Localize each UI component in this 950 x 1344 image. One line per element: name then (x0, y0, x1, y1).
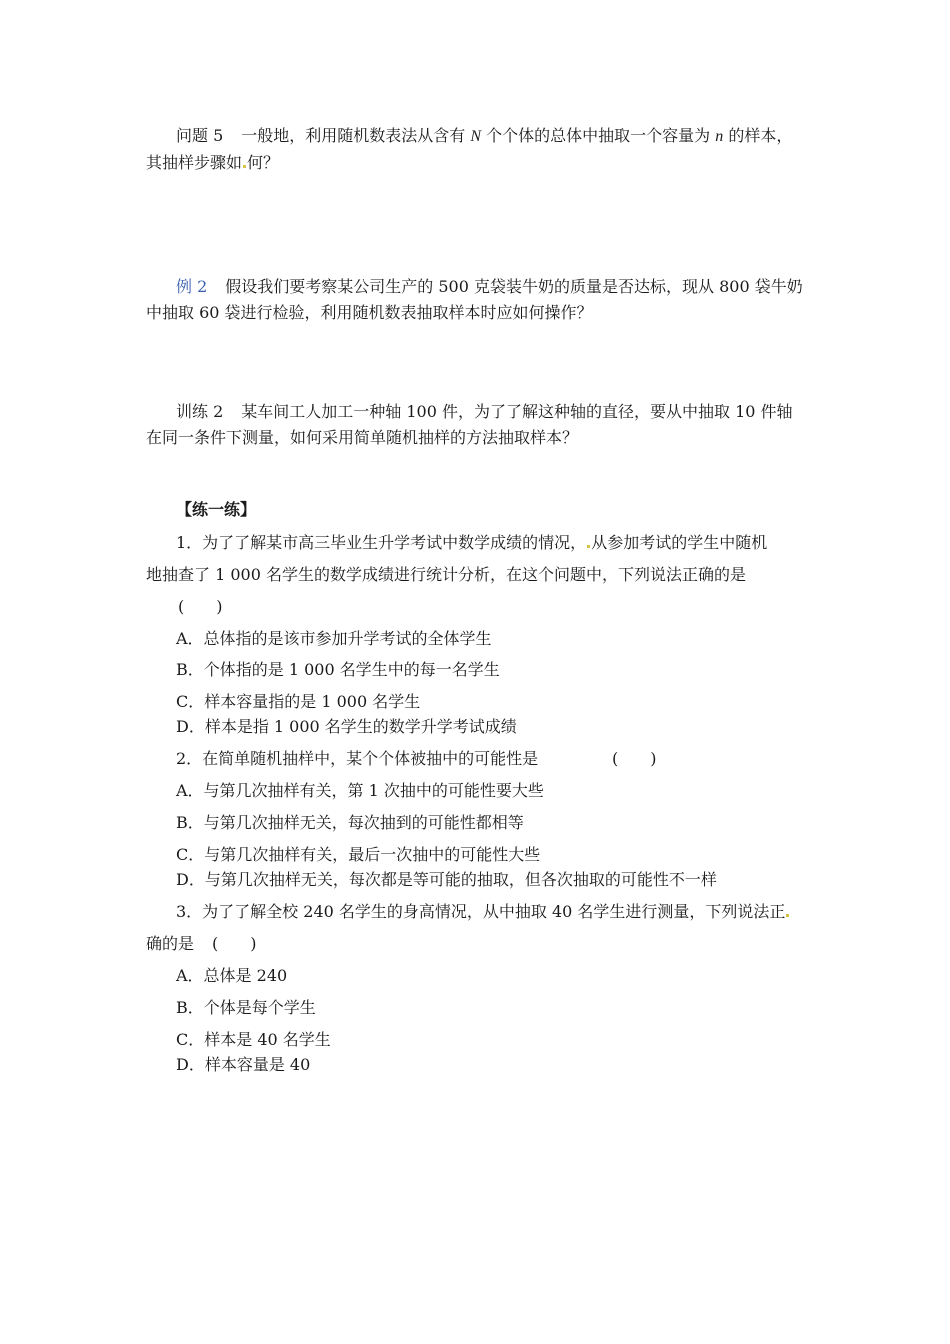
practice-q2-option-c: C．与第几次抽样有关，最后一次抽中的可能性大些 (176, 845, 541, 864)
practice-q2-bracket: ( ) (612, 749, 657, 768)
practice-q3-text-1: 3．为了了解全校 240 名学生的身高情况，从中抽取 40 名学生进行测量，下列说法正 (176, 902, 786, 921)
example-2-text-2: 中抽取 60 袋进行检验，利用随机数表抽取样本时应如何操作？ (146, 303, 593, 322)
example-2-text-1: 假设我们要考察某公司生产的 500 克袋装牛奶的质量是否达标，现从 800 袋牛奶 (225, 277, 803, 296)
practice-q3-option-c: C．样本是 40 名学生 (176, 1030, 331, 1049)
practice-q2-text: 2．在简单随机抽样中，某个个体被抽中的可能性是 (176, 749, 539, 768)
practice-q2-option-a: A．与第几次抽样有关，第 1 次抽中的可能性要大些 (176, 781, 544, 800)
practice-q3-text-2: 确的是 (146, 934, 195, 953)
question-5-text-c: 的样本， (723, 126, 793, 145)
practice-q3-option-d: D．样本容量是 40 (176, 1055, 311, 1074)
question-5-line-2 (146, 152, 279, 174)
marker-dot (786, 914, 789, 917)
practice-q3-line-2 (146, 933, 257, 955)
practice-q1-option-d: D．样本是指 1 000 名学生的数学升学考试成绩 (176, 717, 517, 736)
training-2-label: 训练 2 (176, 402, 224, 421)
practice-q3-option-b: B．个体是每个学生 (176, 998, 316, 1017)
variable-N: N (470, 128, 482, 145)
question-5-text-a: 一般地，利用随机数表法从含有 (241, 126, 471, 145)
practice-q1-option-b: B．个体指的是 1 000 名学生中的每一名学生 (176, 660, 500, 679)
example-2-line-1 (176, 276, 803, 298)
training-2-text-2: 在同一条件下测量，如何采用简单随机抽样的方法抽取样本？ (146, 428, 579, 447)
question-5-text-e: 何？ (247, 153, 280, 172)
variable-n: n (715, 128, 724, 145)
training-2-text-1: 某车间工人加工一种轴 100 件，为了了解这种轴的直径，要从中抽取 10 件轴 (241, 402, 793, 421)
practice-q1-line-2: 地抽查了 1 000 名学生的数学成绩进行统计分析，在这个问题中，下列说法正确的是 (146, 565, 746, 584)
practice-q1-text-a: 1．为了了解某市高三毕业生升学考试中数学成绩的情况， (176, 533, 587, 552)
practice-q3-option-a: A．总体是 240 (176, 966, 288, 985)
practice-q1-line-1 (176, 532, 767, 554)
practice-q1-text-b: 从参加考试的学生中随机 (591, 533, 768, 552)
marker-dot (587, 545, 590, 548)
question-5-line-1 (176, 125, 792, 148)
practice-q3-line-1 (176, 901, 790, 923)
practice-q1-option-a: A．总体指的是该市参加升学考试的全体学生 (176, 629, 492, 648)
example-2-label: 例 2 (176, 277, 208, 296)
question-5-text-d: 其抽样步骤如 (146, 153, 243, 172)
practice-heading: 【练一练】 (176, 500, 257, 519)
practice-q1-option-c: C．样本容量指的是 1 000 名学生 (176, 692, 421, 711)
practice-q2-option-b: B．与第几次抽样无关，每次抽到的可能性都相等 (176, 813, 524, 832)
training-2-line-2 (146, 427, 578, 449)
marker-dot (243, 165, 246, 168)
practice-q3-bracket: ( ) (212, 934, 257, 953)
question-5-text-b: 个个体的总体中抽取一个容量为 (481, 126, 716, 145)
example-2-line-2 (146, 302, 593, 324)
practice-q2-line-1 (176, 748, 538, 770)
practice-q2-option-d: D．与第几次抽样无关，每次都是等可能的抽取，但各次抽取的可能性不一样 (176, 870, 717, 889)
question-5-label: 问题 5 (176, 126, 224, 145)
training-2-line-1 (176, 401, 793, 423)
practice-q1-bracket: ( ) (178, 597, 223, 616)
